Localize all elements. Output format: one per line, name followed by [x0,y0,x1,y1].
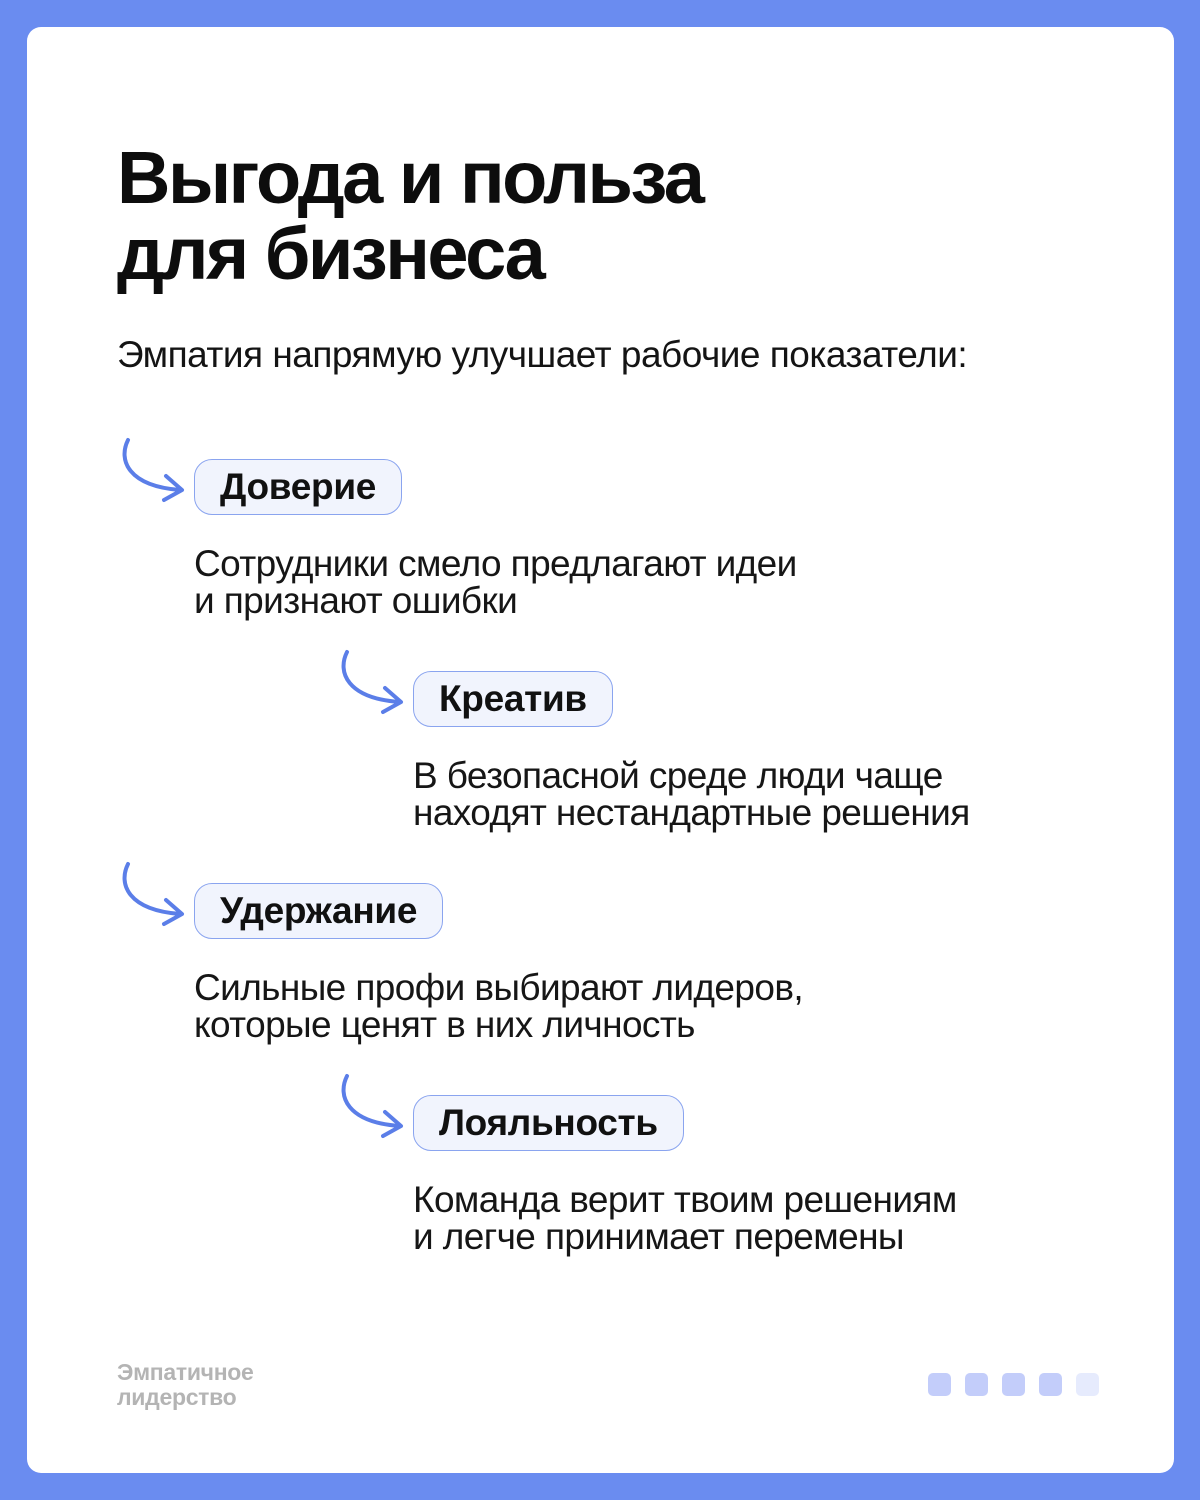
brand-line-2: лидерство [117,1384,237,1410]
intro-text: Эмпатия напрямую улучшает рабочие показатели: [117,334,968,375]
desc-line: которые ценят в них личность [194,1004,695,1045]
desc-line: Сотрудники смело предлагают идеи [194,543,797,584]
brand-label [117,1360,254,1410]
desc-line: Команда верит твоим решениям [413,1179,957,1220]
title-line-1: Выгода и польза [117,136,703,219]
page-dot-current [1076,1373,1099,1396]
desc-line: находят нестандартные решения [413,792,970,833]
brand-line-1: Эмпатичное [117,1359,254,1385]
curved-arrow-icon [337,1072,407,1148]
curved-arrow-icon [118,436,188,512]
desc-doverie [194,545,797,619]
desc-line: В безопасной среде люди чаще [413,755,943,796]
pagination-dots [928,1373,1099,1396]
desc-uderzhanie [194,969,803,1043]
page-dot [1039,1373,1062,1396]
desc-kreativ [413,757,970,831]
pill-loyalnost: Лояльность [413,1095,684,1151]
pill-doverie: Доверие [194,459,402,515]
curved-arrow-icon [337,648,407,724]
desc-line: и легче принимает перемены [413,1216,904,1257]
desc-line: и признают ошибки [194,580,518,621]
pill-uderzhanie: Удержание [194,883,443,939]
desc-loyalnost [413,1181,957,1255]
pill-kreativ: Креатив [413,671,613,727]
page-dot [928,1373,951,1396]
desc-line: Сильные профи выбирают лидеров, [194,967,804,1008]
page-dot [965,1373,988,1396]
slide-title [117,136,703,295]
curved-arrow-icon [118,860,188,936]
title-line-2: для бизнеса [117,212,544,295]
page-dot [1002,1373,1025,1396]
